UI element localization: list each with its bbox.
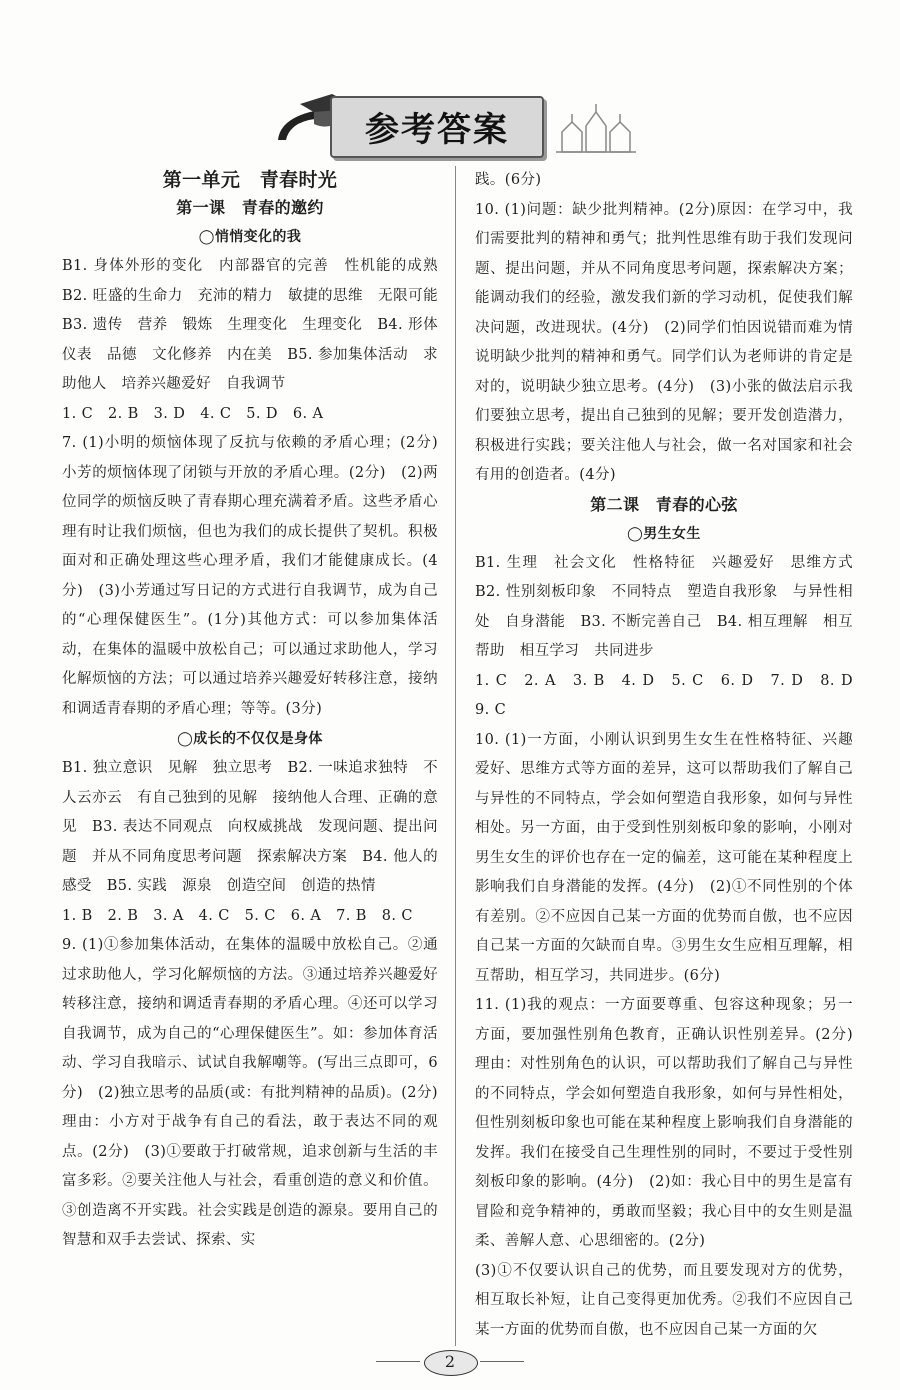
lesson-title: 第一课 青春的邀约 [176, 198, 324, 217]
answer-paragraph: 1. C 2. B 3. D 4. C 5. D 6. A [62, 405, 324, 422]
lesson-title: 第二课 青春的心弦 [590, 494, 738, 514]
temple-decoration-icon [552, 102, 640, 154]
answer-paragraph: 1. B 2. B 3. A 4. C 5. C 6. A 7. B 8. C [62, 907, 413, 924]
page-number-rule-left [376, 1361, 420, 1362]
section-heading: ◯成长的不仅仅是身体 [177, 731, 323, 747]
section-heading: ◯悄悄变化的我 [198, 229, 302, 245]
banner-title-box [330, 96, 544, 158]
answer-paragraph: B1. 生理 社会文化 性格特征 兴趣爱好 思维方式 B2. 性别刻板印象 不同特点 塑造自我形象 与异性相处 自身潜能 B3. 不断完善自己 B4. 相互理解 相互帮助 相互学习 共同进步 [475, 554, 868, 659]
answer-banner [270, 88, 640, 166]
answer-paragraph: 1. C 2. A 3. B 4. D 5. C 6. D 7. D 8. D 9. C [475, 672, 868, 718]
answer-paragraph: 10. (1)一方面，小刚认识到男生女生在性格特征、兴趣爱好、思维方式等方面的差异，这可以帮助我们了解自己与异性的不同特点，学会如何塑造自我形象，如何与异性相处。另一方面，由于受到性别刻板印象的影响，小刚对男生女生的评价也存在一定的偏差，这可能在某种程度上影响我们自身潜能的发挥。(4分) (2)①不同性别的个体有差别。②不应因自己某一方面的优势而自傲，也不应因自己某一方面的欠缺而自卑。③男生女生应相互理解，相互帮助，相互学习，共同进步。(6分) [475, 731, 853, 984]
answer-paragraph: 7. (1)小明的烦恼体现了反抗与依赖的矛盾心理；(2分)小芳的烦恼体现了闭锁与开放的矛盾心理。(2分) (2)两位同学的烦恼反映了青春期心理充满着矛盾。这些矛盾心理有时让我们烦恼，但也为我们的成长提供了契机。积极面对和正确处理这些心理矛盾，我们才能健康成长。(4分) (3)小芳通过写日记的方式进行自我调节，成为自己的“心理保健医生”。(1分)其他方式：可以参加集体活动，在集体的温暖中放松自己；可以通过求助他人，学习化解烦恼的方法；可以通过培养兴趣爱好转移注意，接纳和调适青春期的矛盾心理；等等。(3分) [62, 435, 438, 717]
answer-paragraph: B1. 独立意识 见解 独立思考 B2. 一味追求独特 不人云亦云 有自己独到的见解 接纳他人合理、正确的意见 B3. 表达不同观点 向权威挑战 发现问题、提出问题 并从不同角度思考问题 探索解决方案 B4. 他人的感受 B5. 实践 源泉 创造空间 创造的热情 [62, 760, 438, 894]
banner-title: 参考答案 [365, 110, 509, 150]
answer-paragraph: B1. 身体外形的变化 内部器官的完善 性机能的成熟 B2. 旺盛的生命力 充沛的精力 敏捷的思维 无限可能 B3. 遗传 营养 锻炼 生理变化 生理变化 B4. 形体 仪表 品德 文化修养 内在美 B5. 参加集体活动 求助他人 培养兴趣爱好 自我调节 [62, 258, 453, 392]
page-number-text: 2 [444, 1352, 456, 1371]
answer-paragraph: 10. (1)问题：缺少批判精神。(2分)原因：在学习中，我们需要批判的精神和勇气；批判性思维有助于我们发现问题、提出问题，并从不同角度思考问题，探索解决方案；能调动我们的经验，激发我们新的学习动机，促使我们解决问题，改进现状。(4分) (2)同学们怕因说错而难为情说明缺少批判的精神和勇气。同学们认为老师讲的肯定是对的，说明缺少独立思考。(4分) (3)小张的做法启示我们要独立思考，提出自己独到的见解；要开发创造潜力，积极进行实践；要关注他人与社会，做一名对国家和社会有用的创造者。(4分) [475, 201, 853, 483]
page-number [410, 1348, 490, 1376]
left-column [62, 166, 453, 1256]
answer-paragraph: 11. (1)我的观点：一方面要尊重、包容这种现象；另一方面，要加强性别角色教育，正确认识性别差异。(2分)理由：对性别角色的认识，可以帮助我们了解自己与异性的不同特点，学会如何塑造自我形象，如何与异性相处，但性别刻板印象也可能在某种程度上影响我们自身潜能的发挥。我们在接受自己生理性别的同时，不要过于受性别刻板印象的影响。(4分) (2)如：我心目中的男生是富有冒险和竞争精神的，勇敢而坚毅；我心目中的女生则是温柔、善解人意、心思细密的。(2分) [475, 997, 853, 1249]
answer-paragraph: 践。(6分) [475, 172, 542, 188]
right-column [475, 166, 868, 1345]
answer-paragraph: (3)①不仅要认识自己的优势，而且要发现对方的优势，相互取长补短，让自己变得更加优秀。②我们不应因自己某一方面的优势而自傲，也不应因自己某一方面的欠 [475, 1262, 853, 1338]
page-number-rule-right [480, 1361, 524, 1362]
answer-paragraph: 9. (1)①参加集体活动，在集体的温暖中放松自己。②通过求助他人，学习化解烦恼的方法。③通过培养兴趣爱好转移注意，接纳和调适青春期的矛盾心理。④还可以学习自我调节，成为自己的“心理保健医生”。如：参加体育活动、学习自我暗示、试试自我解嘲等。(写出三点即可，6分) (2)独立思考的品质(或：有批判精神的品质)。(2分)理由：小方对于战争有自己的看法，敢于表达不同的观点。(2分) (3)①要敢于打破常规，追求创新与生活的丰富多彩。②要关注他人与社会，看重创造的意义和价值。③创造离不开实践。社会实践是创造的源泉。要用自己的智慧和双手去尝试、探索、实 [62, 937, 438, 1248]
unit-title: 第一单元 青春时光 [162, 169, 338, 191]
section-heading: ◯男生女生 [627, 525, 701, 542]
column-divider [455, 166, 456, 1346]
